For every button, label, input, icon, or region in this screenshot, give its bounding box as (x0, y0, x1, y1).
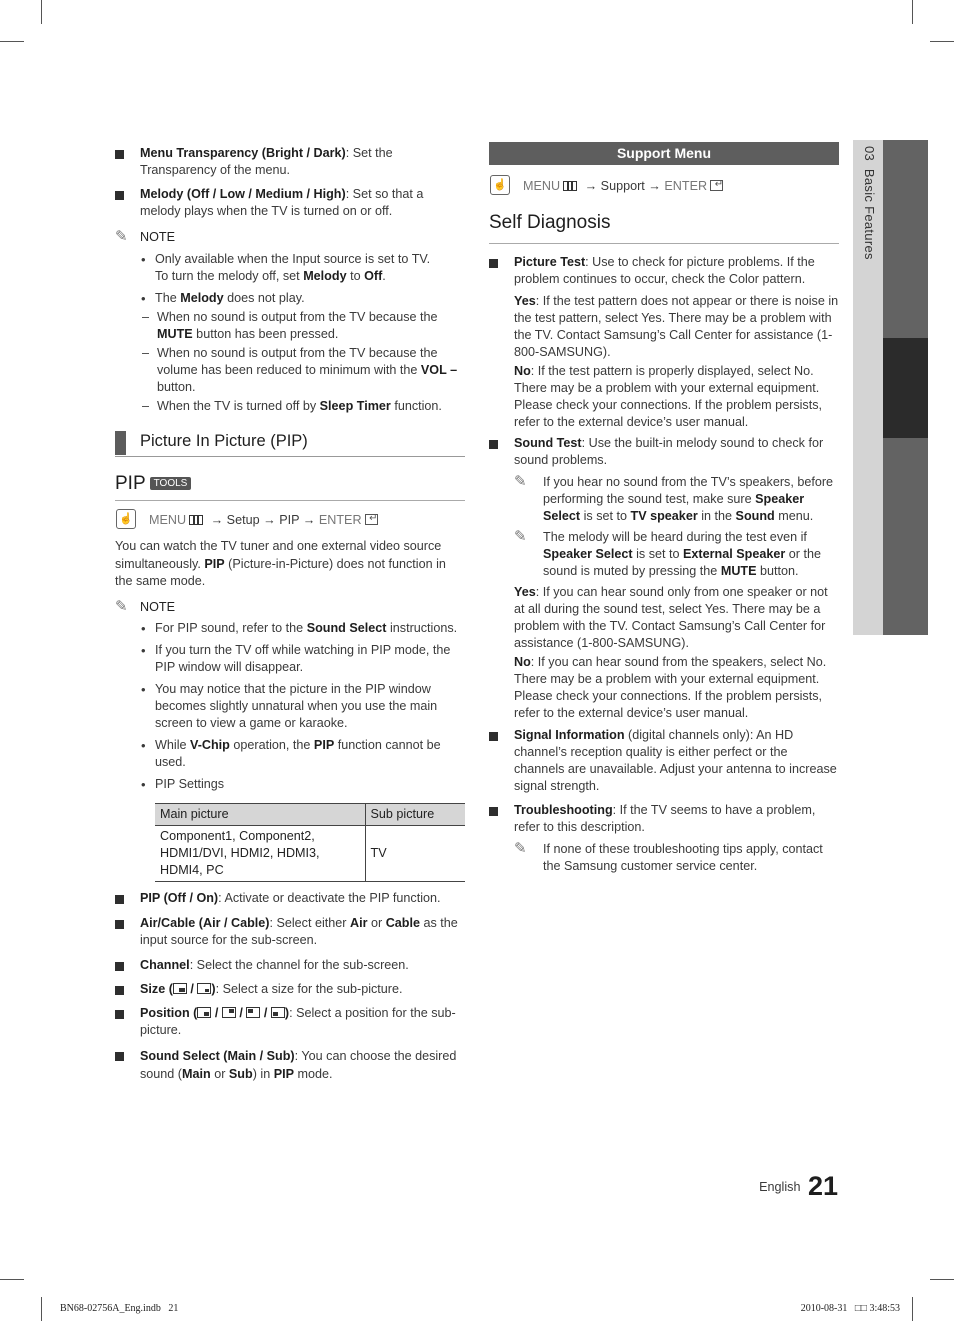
table-header-row (155, 803, 465, 825)
note-item: • If you turn the TV off while watching in PIP mode, the PIP window will disappear. (141, 642, 451, 674)
table-cell: Component1, Component2, HDMI1/DVI, HDMI2, HDMI3, HDMI4, PC (155, 825, 365, 881)
print-date-info: 2010-08-31 □□ 3:48:53 (800, 1303, 900, 1314)
sound-test-yes: Yes: If you can hear sound only from one speaker or not at all during the sound test, select Yes. There may be a problem with the TV. Contact Samsung’s Call Center for assistance (1-800-SAMSUNG). (514, 585, 828, 650)
position-top-left-icon (246, 1007, 260, 1018)
self-diagnosis-title: Self Diagnosis (489, 214, 839, 244)
note-item: ✎ If you hear no sound from the TV’s speakers, before performing the sound test, make sure Speaker Select is set to TV speaker in the Sound menu. (514, 473, 834, 523)
crop-mark (930, 1279, 954, 1280)
bullet-menu-transparency: Menu Transparency (Bright / Dark): Set the Transparency of the menu. (115, 145, 465, 179)
note-item: • PIP Settings (141, 776, 225, 792)
square-bullet-icon (115, 962, 124, 971)
note-list (115, 620, 465, 793)
pip-menu-path: ☝ MENU → Setup → PIP → ENTER↵ (115, 512, 465, 534)
crop-mark (41, 1297, 42, 1321)
crop-mark (0, 1279, 24, 1280)
table-header-cell: Sub picture (370, 806, 435, 821)
table-row (155, 825, 465, 881)
crop-mark (912, 1297, 913, 1321)
note-list (115, 251, 465, 415)
dash-list (140, 309, 465, 415)
note-item: • Only available when the Input source is set to TV. To turn the melody off, set Melody to Off. (141, 252, 431, 283)
square-bullet-icon (489, 259, 498, 268)
square-bullet-icon (489, 807, 498, 816)
bullet-troubleshooting: Troubleshooting: If the TV seems to have a problem, refer to this description. (489, 802, 839, 836)
square-bullet-icon (115, 150, 124, 159)
remote-hand-icon: ☝ (490, 175, 510, 195)
pip-title: PIP (115, 473, 146, 494)
picture-test-yes: Yes: If the test pattern does not appear or there is noise in the test pattern, select Yes. There may be a problem with the TV. Contact Samsung’s Call Center for assistance (1-800-SAMSUNG). (514, 294, 839, 359)
square-bullet-icon (115, 986, 124, 995)
crop-mark (0, 41, 24, 42)
section-title: Picture In Picture (PIP) (140, 432, 308, 450)
section-header (115, 431, 465, 457)
bullet-picture-test: Picture Test: Use to check for picture problems. If the problem continues to occur, check the Color pattern. (489, 254, 839, 288)
menu-icon (189, 515, 203, 525)
bullet-position: Position ( / / / ): Select a position for the sub-picture. (115, 1005, 465, 1039)
dash-item: – When no sound is output from the TV because the volume has been reduced to minimum with the VOL – button. (142, 346, 458, 394)
dash-item: – When the TV is turned off by Sleep Timer function. (142, 399, 442, 413)
bullet-sound-test: Sound Test: Use the built-in melody sound to check for sound problems. (489, 435, 839, 469)
enter-icon (710, 180, 723, 191)
square-bullet-icon (115, 1052, 124, 1061)
size-small-icon (197, 983, 211, 994)
square-bullet-icon (115, 191, 124, 200)
pip-settings-table (155, 803, 465, 882)
pencil-icon: ✎ (115, 597, 128, 615)
footer-language: English (759, 1180, 801, 1194)
bullet-pip: PIP (Off / On): Activate or deactivate the PIP function. (115, 890, 465, 907)
crop-mark (41, 0, 42, 24)
table-header-cell: Main picture (155, 803, 365, 825)
bullet-signal-information: Signal Information (digital channels only): An HD channel’s reception quality is either perfect or the channels are unavailable. Adjust your antenna to increase signal strength. (489, 727, 839, 795)
note-heading: ✎ NOTE (115, 228, 175, 245)
chapter-title: Basic Features (862, 168, 877, 260)
troubleshooting-note (489, 841, 839, 875)
sound-test-notes (489, 474, 839, 580)
note-item: ✎ The melody will be heard during the test even if Speaker Select is set to External Speaker or the sound is muted by pressing the MUTE button. (514, 528, 821, 578)
right-column (489, 142, 839, 875)
page-number: 21 (807, 1171, 838, 1201)
section-marker (115, 431, 126, 455)
note-item: • You may notice that the picture in the PIP window becomes slightly unnatural when you use the main screen to view a game or karaoke. (141, 681, 438, 730)
square-bullet-icon (115, 920, 124, 929)
dot-bullet-icon: • (141, 642, 146, 658)
sound-test-no: No: If you can hear sound from the speakers, select No. There may be a problem with your external equipment. Please check your connections. If the problem persists, refer to the external device’s user manual. (514, 655, 827, 720)
note-item: • While V-Chip operation, the PIP function cannot be used. (141, 737, 441, 769)
dash-bullet: – (142, 399, 150, 413)
note-item: • The Melody does not play. (141, 291, 305, 306)
square-bullet-icon (115, 895, 124, 904)
support-menu-header: Support Menu (489, 142, 839, 165)
dot-bullet-icon: • (141, 620, 146, 636)
bullet-sound-select: Sound Select (Main / Sub): You can choose the desired sound (Main or Sub) in PIP mode. (115, 1047, 465, 1083)
page-footer (759, 1171, 838, 1210)
tools-icon: TOOLS (150, 477, 192, 490)
crop-mark (912, 0, 913, 24)
chapter-number: 03 (862, 146, 877, 162)
dot-bullet-icon: • (141, 776, 146, 792)
remote-hand-icon: ☝ (116, 509, 136, 529)
note-item: ✎ If none of these troubleshooting tips apply, contact the Samsung customer service center. (514, 840, 823, 873)
pencil-icon: ✎ (514, 528, 527, 545)
pencil-icon: ✎ (514, 840, 527, 857)
support-menu-path: ☝ MENU → Support → ENTER↵ (489, 178, 839, 200)
bullet-size: Size ( / ): Select a size for the sub-picture. (115, 981, 465, 998)
dot-bullet-icon: • (141, 252, 146, 267)
side-tab-active (883, 338, 928, 438)
menu-icon (563, 181, 577, 191)
position-top-right-icon (222, 1007, 236, 1018)
note-item: • For PIP sound, refer to the Sound Select instructions. (141, 620, 458, 636)
bullet-melody: Melody (Off / Low / Medium / High): Set so that a melody plays when the TV is turned on or off. (115, 186, 465, 220)
pencil-icon: ✎ (115, 228, 128, 245)
bullet-channel: Channel: Select the channel for the sub-screen. (115, 957, 465, 974)
dash-bullet: – (142, 346, 150, 360)
enter-icon (365, 514, 378, 525)
dash-bullet: – (142, 310, 150, 324)
pip-intro: You can watch the TV tuner and one external video source simultaneously. PIP (Picture-in-Picture) does not function in the same mode. (115, 539, 446, 588)
pencil-icon: ✎ (514, 473, 527, 490)
table-cell: TV (370, 845, 387, 860)
dot-bullet-icon: • (141, 681, 146, 697)
side-tab-label (858, 146, 878, 346)
bullet-air-cable: Air/Cable (Air / Cable): Select either Air or Cable as the input source for the sub-screen. (115, 915, 465, 949)
note-heading: ✎ NOTE (115, 597, 175, 615)
position-bottom-left-icon (271, 1007, 285, 1018)
print-file-info: BN68-02756A_Eng.indb 21 (60, 1303, 179, 1314)
size-large-icon (173, 983, 187, 994)
dot-bullet-icon: • (141, 737, 146, 753)
square-bullet-icon (489, 440, 498, 449)
crop-mark (930, 41, 954, 42)
square-bullet-icon (489, 732, 498, 741)
dash-item: – When no sound is output from the TV because the MUTE button has been pressed. (142, 310, 438, 341)
dot-bullet-icon: • (141, 291, 146, 306)
picture-test-no: No: If the test pattern is properly displayed, select No. There may be a problem with your external equipment. Please check your connections. If the problem persists, refer to the external device’s user manual. (514, 364, 822, 429)
position-bottom-right-icon (197, 1007, 211, 1018)
left-column (115, 145, 465, 1083)
square-bullet-icon (115, 1010, 124, 1019)
pip-heading (115, 475, 465, 501)
